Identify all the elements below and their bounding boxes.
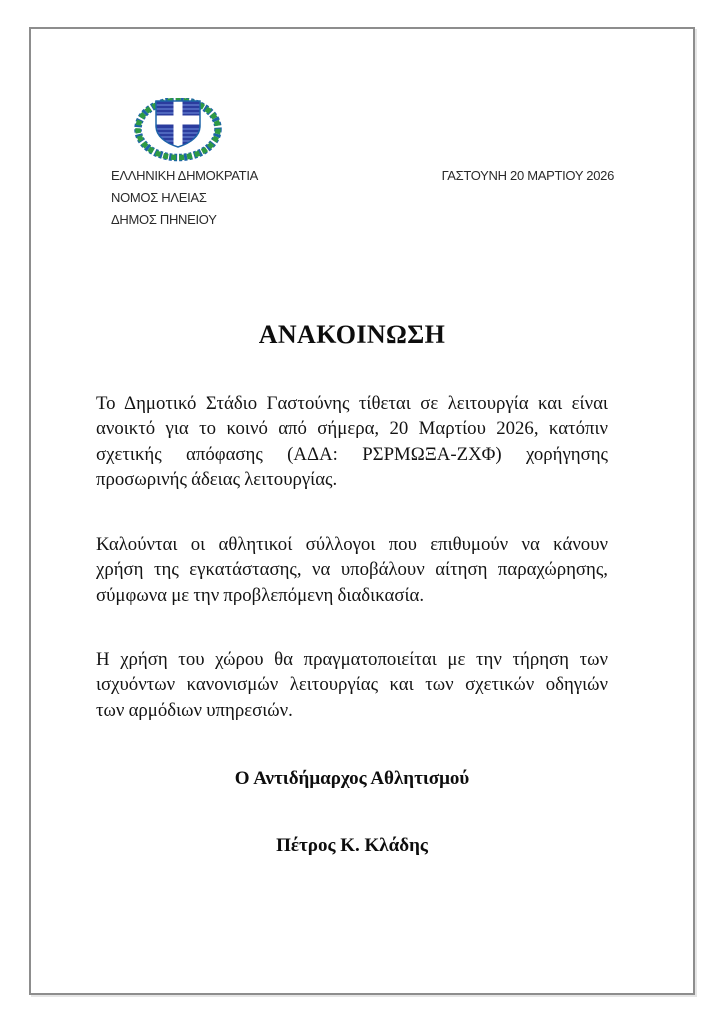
- text-line: προσωρινής άδειας λειτουργίας.: [96, 468, 338, 490]
- text-line: ανοικτό για το κοινό από σήμερα, 20 Μαρτίου 2026, κατόπιν: [96, 418, 608, 440]
- signature-name: Πέτρος Κ. Κλάδης: [276, 835, 428, 856]
- signature-role: Ο Αντιδήμαρχος Αθλητισμού: [234, 768, 470, 789]
- authority-line-republic: ΕΛΛΗΝΙΚΗ ΔΗΜΟΚΡΑΤΙΑ: [111, 168, 258, 183]
- place-date-line: ΓΑΣΤΟΥΝΗ 20 ΜΑΡΤΙΟΥ 2026: [441, 168, 614, 183]
- text-line: Η χρήση του χώρου θα πραγματοποιείται με την τήρηση των: [96, 649, 608, 670]
- text-line: χρήση της εγκατάστασης, να υποβάλουν αίτηση παραχώρησης,: [96, 559, 608, 581]
- authority-line-prefecture: ΝΟΜΟΣ ΗΛΕΙΑΣ: [111, 190, 207, 205]
- hellenic-republic-emblem-icon: [134, 98, 222, 162]
- paragraph-clubs-application: [96, 532, 608, 608]
- text-line: σύμφωνα με την προβλεπόμενη διαδικασία.: [96, 584, 425, 606]
- paragraph-usage-rules: [96, 647, 608, 723]
- text-line: Καλούνται οι αθλητικοί σύλλογοι που επιθυμούν να κάνουν: [96, 534, 608, 555]
- text-line: ισχυόντων κανονισμών λειτουργίας και των σχετικών οδηγιών: [96, 674, 608, 696]
- text-line: Το Δημοτικό Στάδιο Γαστούνης τίθεται σε λειτουργία και είναι: [96, 393, 608, 414]
- issuing-authority-block: [111, 165, 258, 231]
- authority-line-municipality: ΔΗΜΟΣ ΠΗΝΕΙΟΥ: [111, 212, 217, 227]
- text-line: των αρμόδιων υπηρεσιών.: [96, 699, 293, 721]
- document-title: ΑΝΑΚΟΙΝΩΣΗ: [258, 320, 446, 349]
- paragraph-stadium-opening: [96, 391, 608, 492]
- text-line: σχετικής απόφασης (ΑΔΑ: ΡΣΡΜΩΞΑ-ΖΧΦ) χορήγησης: [96, 443, 608, 465]
